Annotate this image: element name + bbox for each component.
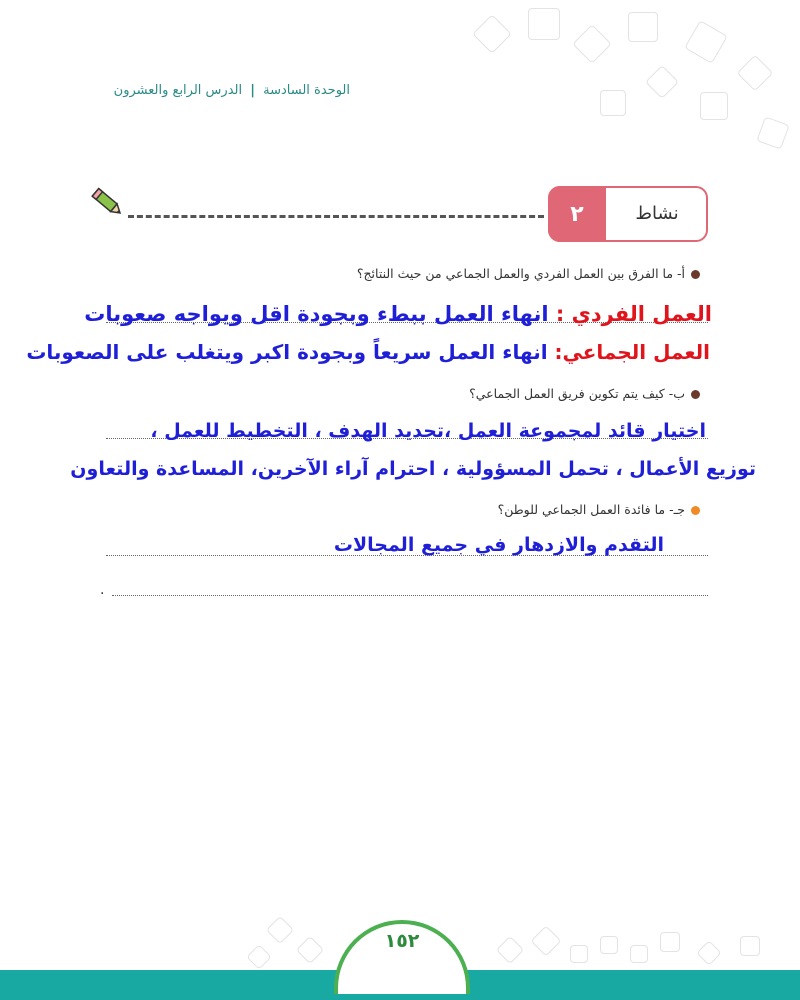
answer-a1 xyxy=(84,302,712,326)
page-number: ١٥٢ xyxy=(384,930,420,952)
answer-a2 xyxy=(26,340,710,364)
activity-label: نشاط xyxy=(635,202,679,224)
activity-number: ٢ xyxy=(548,186,606,242)
answer-a2-text: انهاء العمل سريعاً وبجودة اكبر ويتغلب على الصعوبات xyxy=(26,340,548,364)
question-b-text: ب- كيف يتم تكوين فريق العمل الجماعي؟ xyxy=(469,386,685,401)
header-separator: | xyxy=(250,83,255,98)
activity-tag xyxy=(548,186,706,240)
bullet-icon xyxy=(691,270,700,279)
unit-title: الوحدة السادسة xyxy=(263,83,350,98)
answer-a2-label: العمل الجماعي: xyxy=(554,340,710,364)
answer-b1: اختيار قائد لمجموعة العمل ،تحديد الهدف ، التخطيط للعمل ، xyxy=(150,420,706,442)
answer-c1: التقدم والازدهار في جميع المجالات xyxy=(333,534,664,556)
answer-a1-label: العمل الفردي : xyxy=(555,302,712,326)
activity-dashed-line xyxy=(128,215,544,218)
bullet-icon xyxy=(691,390,700,399)
question-a xyxy=(357,266,700,281)
answer-line-4 xyxy=(112,595,708,596)
question-c-text: جـ- ما فائدة العمل الجماعي للوطن؟ xyxy=(497,502,685,517)
question-a-text: أ- ما الفرق بين العمل الفردي والعمل الجماعي من حيث النتائج؟ xyxy=(356,266,685,281)
question-c xyxy=(498,502,700,517)
question-b xyxy=(469,386,700,401)
lesson-title: الدرس الرابع والعشرون xyxy=(113,83,243,98)
answer-a1-text: انهاء العمل ببطء وبجودة اقل ويواجه صعوبات xyxy=(84,302,549,326)
unit-lesson-header xyxy=(90,83,350,98)
pencil-icon xyxy=(88,184,126,220)
answer-b2: توزيع الأعمال ، تحمل المسؤولية ، احترام آراء الآخرين، المساعدة والتعاون xyxy=(70,458,756,480)
bullet-icon xyxy=(691,506,700,515)
answer-c2-dot: . xyxy=(100,582,105,598)
